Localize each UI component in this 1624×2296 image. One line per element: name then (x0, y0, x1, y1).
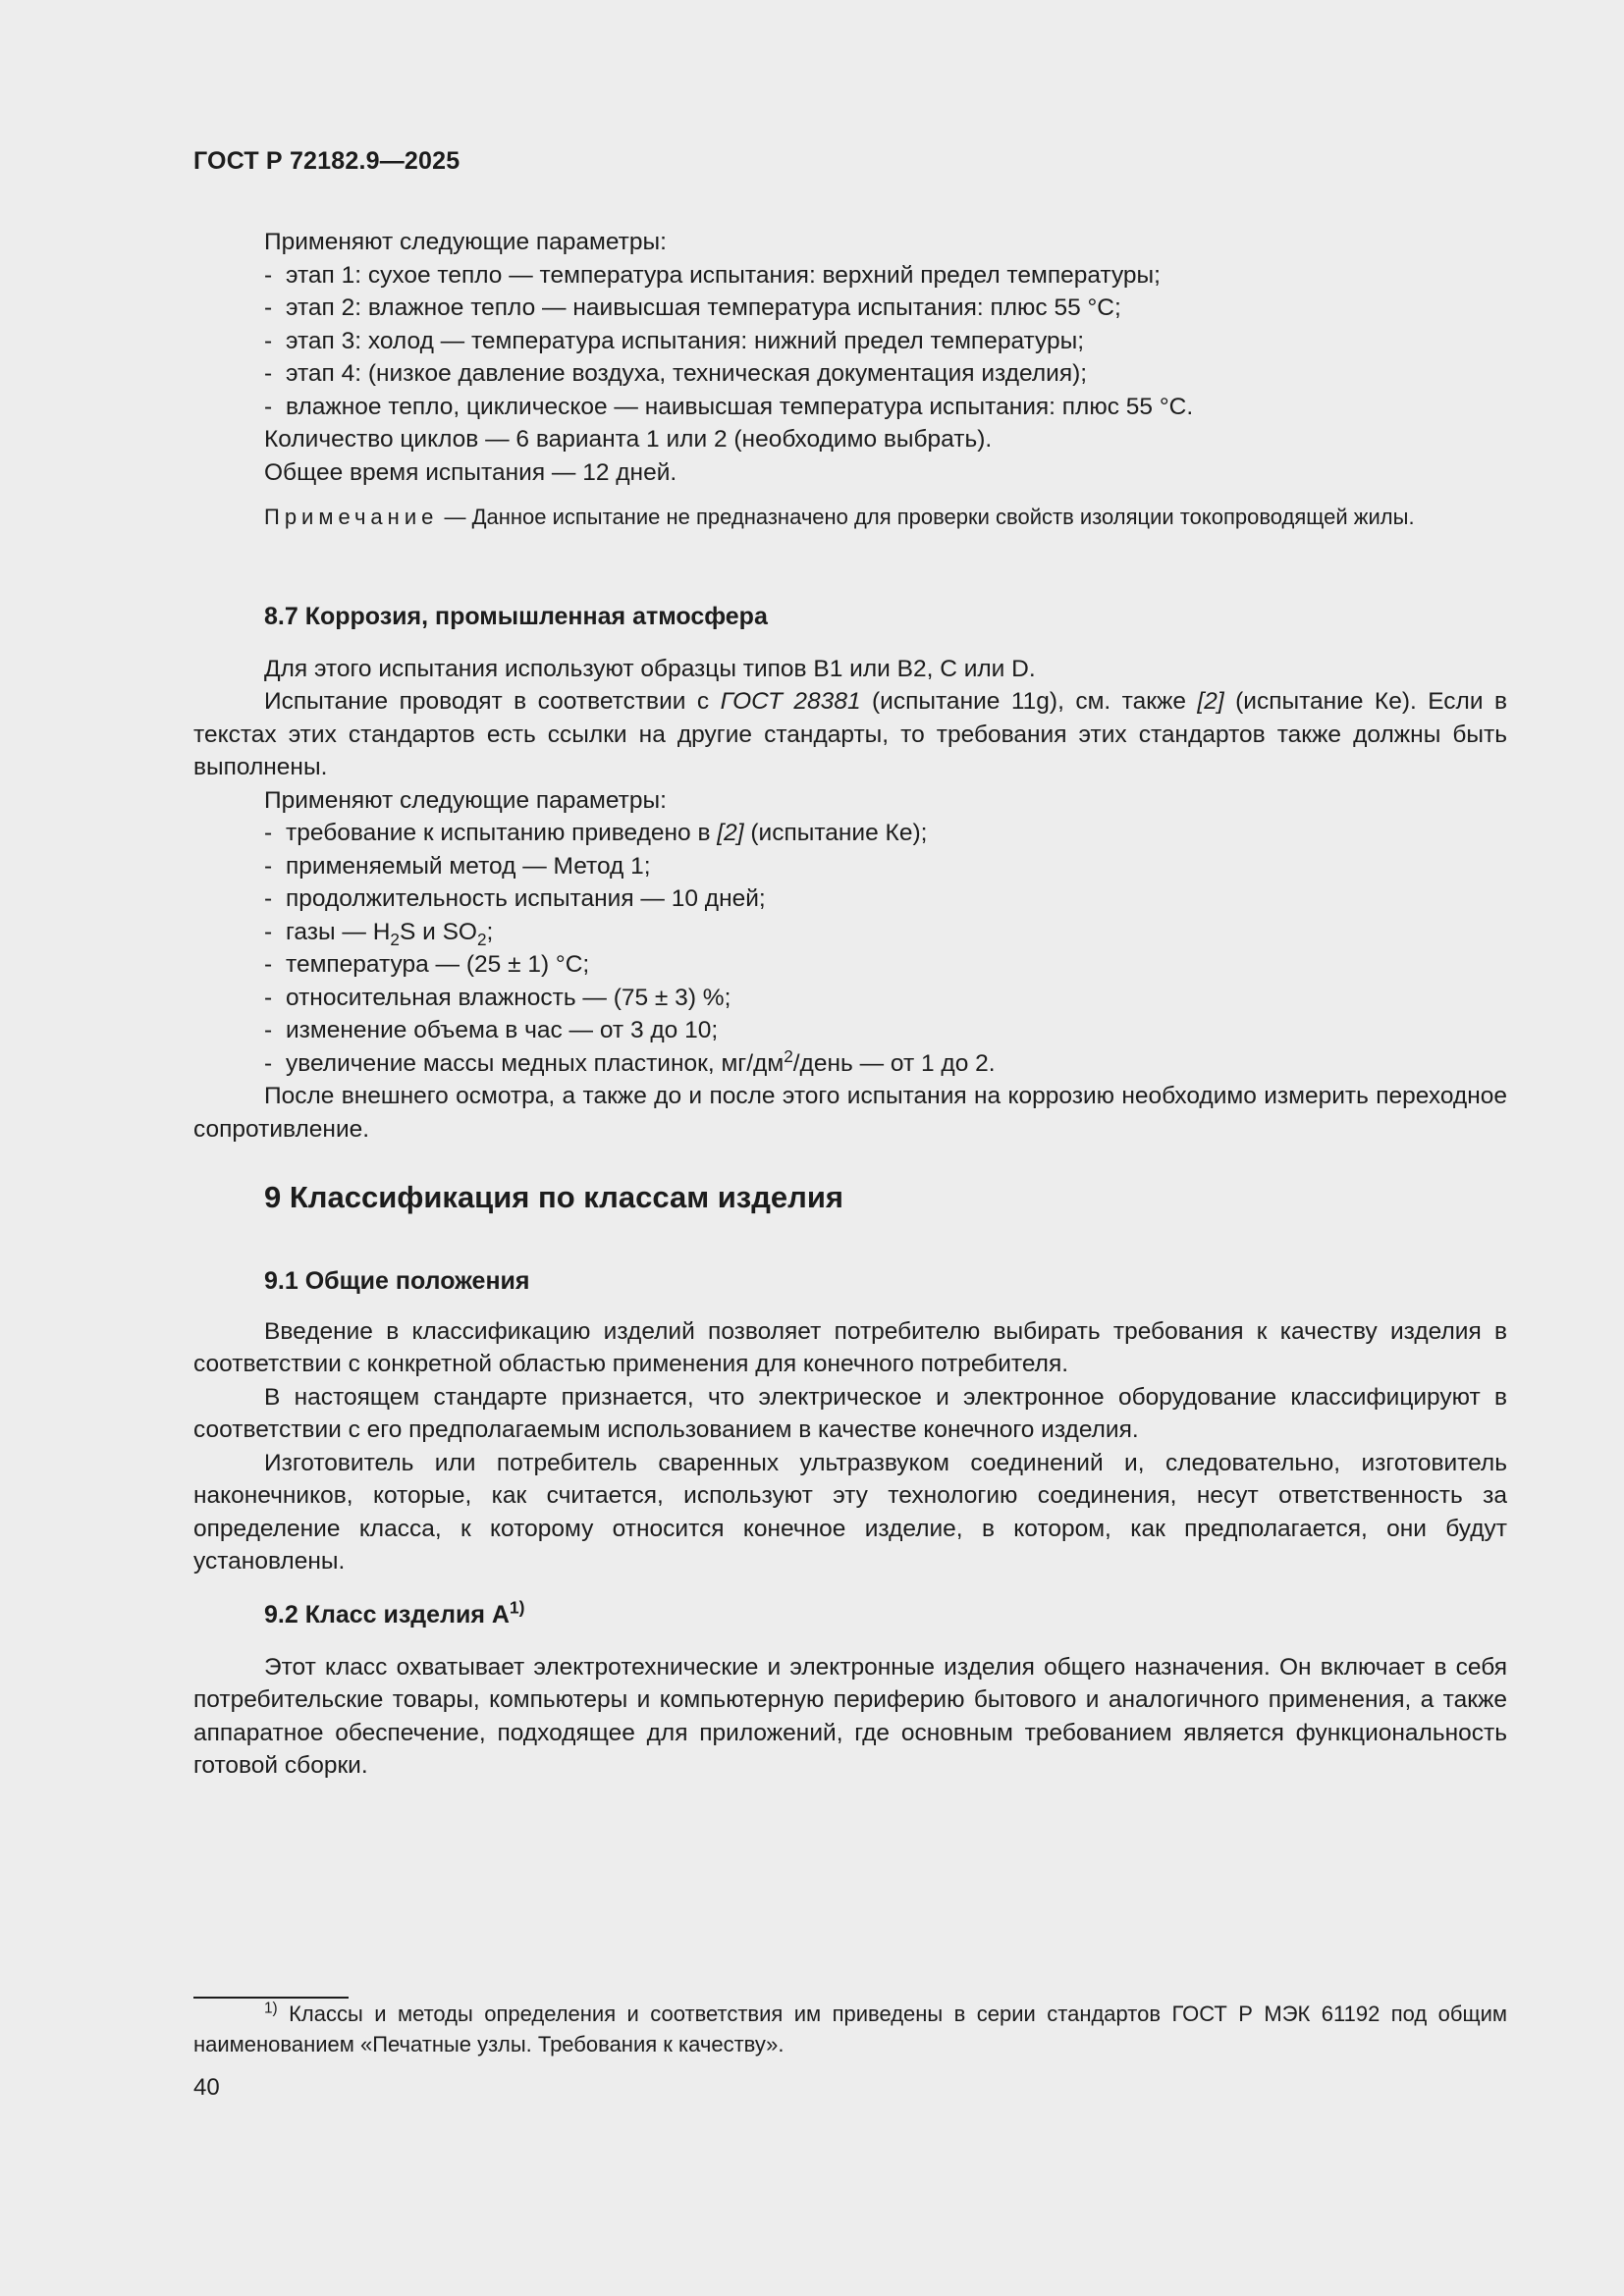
list-item: - требование к испытанию приведено в [2] (испытание Ке); (264, 820, 928, 846)
list-item: - относительная влажность — (75 ± 3) %; (264, 984, 731, 1011)
note (193, 502, 1507, 532)
section-heading: 9.1 Общие положения (264, 1267, 530, 1295)
paragraph: Изготовитель или потребитель сваренных ультразвуком соединений и, следовательно, изготовитель наконечников, которые, как считается, используют эту технологию соединения, несут ответственность за определение класса, к которому относится конечное изделие, в котором, как предполагается, они будут установлены. (193, 1449, 1507, 1575)
list-item: - продолжительность испытания — 10 дней; (264, 885, 766, 912)
section-8-7 (193, 601, 1507, 1146)
section-heading: 8.7 Коррозия, промышленная атмосфера (264, 603, 768, 630)
paragraph: Испытание проводят в соответствии с ГОСТ 28381 (испытание 11g), см. также [2] (испытание Ке). Если в текстах этих стандартов есть ссылки на другие стандарты, то требования этих стандартов также должны быть выполнены. (193, 688, 1507, 780)
section-9-2 (193, 1599, 1507, 1783)
list-item: - этап 1: сухое тепло — температура испытания: верхний предел температуры; (264, 261, 1161, 289)
section-heading: 9.2 Класс изделия $А^{1)}$ (264, 1597, 525, 1629)
page-number: 40 (193, 2074, 220, 2101)
paragraph: Для этого испытания используют образцы типов В1 или В2, С или D. (264, 655, 1036, 682)
note-label: Примечание (264, 505, 439, 529)
note-text: — Данное испытание не предназначено для проверки свойств изоляции токопроводящей жилы. (444, 505, 1415, 529)
paragraph: В настоящем стандарте признается, что электрическое и электронное оборудование классифицируют в соответствии с его предполагаемым использованием в качестве конечного изделия. (193, 1383, 1507, 1443)
list-item: - этап 3: холод — температура испытания: нижний предел температуры; (264, 327, 1085, 354)
paragraph: Общее время испытания — 12 дней. (264, 458, 677, 486)
chapter-heading: 9 Классификация по классам изделия (264, 1180, 843, 1214)
list-item: - газы — $Н_2S$ и $SO_2$; (264, 918, 494, 949)
paragraph: После внешнего осмотра, а также до и после этого испытания на коррозию необходимо измерить переходное сопротивление. (193, 1083, 1507, 1143)
section-9-1 (193, 1265, 1507, 1578)
reference-link: ГОСТ 28381 (720, 688, 861, 715)
footnote: $^{1)}$ Классы и методы определения и соответствия им приведены в серии стандартов ГОСТ Р МЭК 61192 под общим наименованием «Печатные узлы. Требования к качеству». (193, 2000, 1507, 2056)
list-item: - влажное тепло, циклическое — наивысшая температура испытания: плюс 55 °С. (264, 393, 1194, 420)
paragraph: Введение в классификацию изделий позволяет потребителю выбирать требования к качеству изделия в соответствии с конкретной областью применения для конечного потребителя. (193, 1317, 1507, 1377)
list-item: - этап 2: влажное тепло — наивысшая температура испытания: плюс 55 °С; (264, 294, 1121, 321)
list-item: - применяемый метод — Метод 1; (264, 852, 651, 880)
paragraph: Применяют следующие параметры: (264, 786, 667, 814)
parameters-block-1 (193, 226, 1507, 532)
paragraph: Этот класс охватывает электротехнические и электронные изделия общего назначения. Он включает в себя потребительские товары, компьютеры и компьютерную периферию бытового и аналогичного применения, а также аппаратное обеспечение, подходящее для приложений, где основным требованием является функциональность готовой сборки. (193, 1653, 1507, 1779)
list-item: - температура — (25 ± 1) °С; (264, 951, 590, 978)
paragraph: Применяют следующие параметры: (264, 229, 667, 255)
reference-link: [2] (1197, 688, 1224, 715)
paragraph: Количество циклов — 6 варианта 1 или 2 (необходимо выбрать). (264, 426, 993, 453)
document-header: ГОСТ Р 72182.9—2025 (193, 147, 460, 175)
list-item: - этап 4: (низкое давление воздуха, техническая документация изделия); (264, 360, 1088, 387)
list-item: - изменение объема в час — от 3 до 10; (264, 1017, 719, 1043)
list-item: - увеличение массы медных пластинок, $мг/дм^2$/день — от 1 до 2. (264, 1045, 996, 1077)
footnote-ref: 1) (509, 1597, 525, 1618)
footnote-mark: 1) (264, 2000, 278, 2017)
